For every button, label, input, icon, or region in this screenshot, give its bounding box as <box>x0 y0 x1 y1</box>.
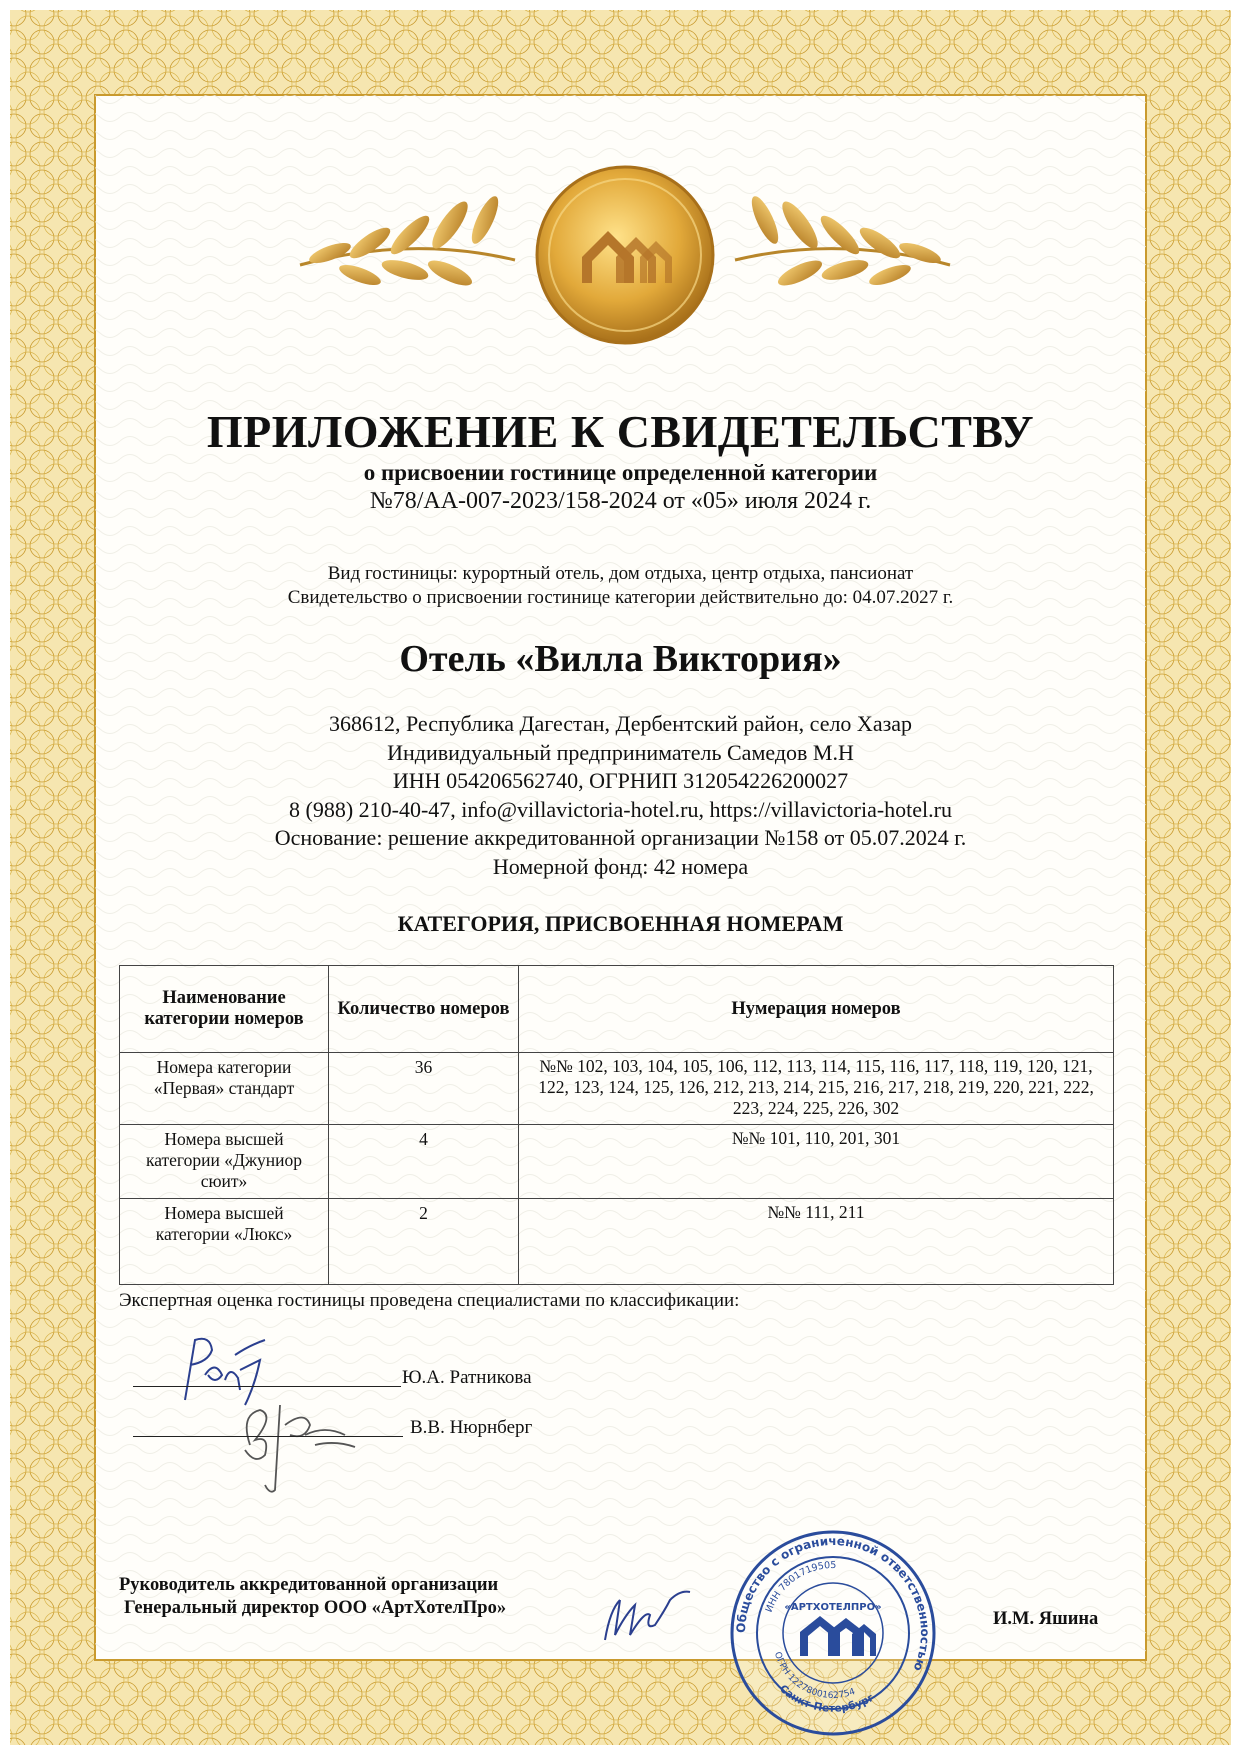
column-header: Наименование категории номеров <box>120 966 329 1053</box>
signature-line <box>133 1436 403 1437</box>
certificate-validity: Свидетельство о присвоении гостинице категории действительно до: 04.07.2027 г. <box>287 587 954 608</box>
company-stamp <box>728 1528 938 1738</box>
count-cell: 4 <box>329 1125 519 1199</box>
numbers-cell: №№ 102, 103, 104, 105, 106, 112, 113, 114, 115, 116, 117, 118, 119, 120, 121, 122, 123, 124, 125, 126, 212, 213, 214, 215, 216, 217, 218, 219, 220, 221, 222, 223, 224, 225, 226, 302 <box>519 1053 1114 1125</box>
category-cell: Номера высшей категории «Джуниор сюит» <box>120 1125 329 1199</box>
table-row <box>120 1053 1114 1125</box>
room-category-table <box>119 965 1114 1285</box>
hotel-name: Отель «Вилла Виктория» <box>399 638 842 680</box>
hotel-owner: Индивидуальный предприниматель Самедов М.Н <box>387 739 854 765</box>
stamp-inn: ИНН 7801719505 <box>763 1559 837 1614</box>
hotel-type: Вид гостиницы: курортный отель, дом отдыха, центр отдыха, пансионат <box>327 563 914 584</box>
category-cell: Номера категории «Первая» стандарт <box>120 1053 329 1125</box>
table-heading: КАТЕГОРИЯ, ПРИСВОЕННАЯ НОМЕРАМ <box>397 911 844 936</box>
document-title: ПРИЛОЖЕНИЕ К СВИДЕТЕЛЬСТВУ <box>206 406 1035 457</box>
table-row <box>120 1125 1114 1199</box>
table-row <box>120 1199 1114 1285</box>
table-header-row <box>120 966 1114 1053</box>
accreditation-basis: Основание: решение аккредитованной организации №158 от 05.07.2024 г. <box>274 825 967 850</box>
expert-name-1: Ю.А. Ратникова <box>402 1367 532 1388</box>
signature-line <box>133 1386 401 1387</box>
column-header: Количество номеров <box>329 966 519 1053</box>
hotel-info <box>0 710 1241 881</box>
count-cell: 36 <box>329 1053 519 1125</box>
numbers-cell: №№ 111, 211 <box>519 1199 1114 1285</box>
hotel-tax-ids: ИНН 054206562740, ОГРНИП 312054226200027 <box>392 768 849 793</box>
director-title-2: Генеральный директор ООО «АртХотелПро» <box>124 1598 507 1618</box>
stamp-ogrn: ОГРН 1227800162754 <box>771 1650 857 1702</box>
certificate-number: №78/АА-007-2023/158-2024 от «05» июля 2024 г. <box>369 488 872 514</box>
director-name: И.М. Яшина <box>993 1609 1099 1629</box>
expert-name-2: В.В. Нюрнберг <box>410 1417 533 1438</box>
signature-nurnberg <box>235 1395 365 1495</box>
director-title-1: Руководитель аккредитованной организации <box>119 1575 499 1595</box>
numbers-cell: №№ 101, 110, 201, 301 <box>519 1125 1114 1199</box>
hotel-contacts: 8 (988) 210-40-47, info@villavictoria-hotel.ru, https://villavictoria-hotel.ru <box>289 796 952 822</box>
document-subtitle: о присвоении гостинице определенной категории <box>363 460 878 485</box>
category-cell: Номера высшей категории «Люкс» <box>120 1199 329 1285</box>
room-fund: Номерной фонд: 42 номера <box>492 853 749 879</box>
expert-note: Экспертная оценка гостиницы проведена специалистами по классификации: <box>119 1290 740 1311</box>
hotel-address: 368612, Республика Дагестан, Дербентский район, село Хазар <box>328 711 913 736</box>
count-cell: 2 <box>329 1199 519 1285</box>
stamp-ring-text: Общество с ограниченной ответственностью <box>733 1533 933 1673</box>
signature-yashina <box>595 1580 695 1650</box>
stamp-city: Санкт-Петербург <box>776 1682 876 1715</box>
column-header: Нумерация номеров <box>519 966 1114 1053</box>
stamp-org-name: «АРТХОТЕЛПРО» <box>784 1602 882 1613</box>
